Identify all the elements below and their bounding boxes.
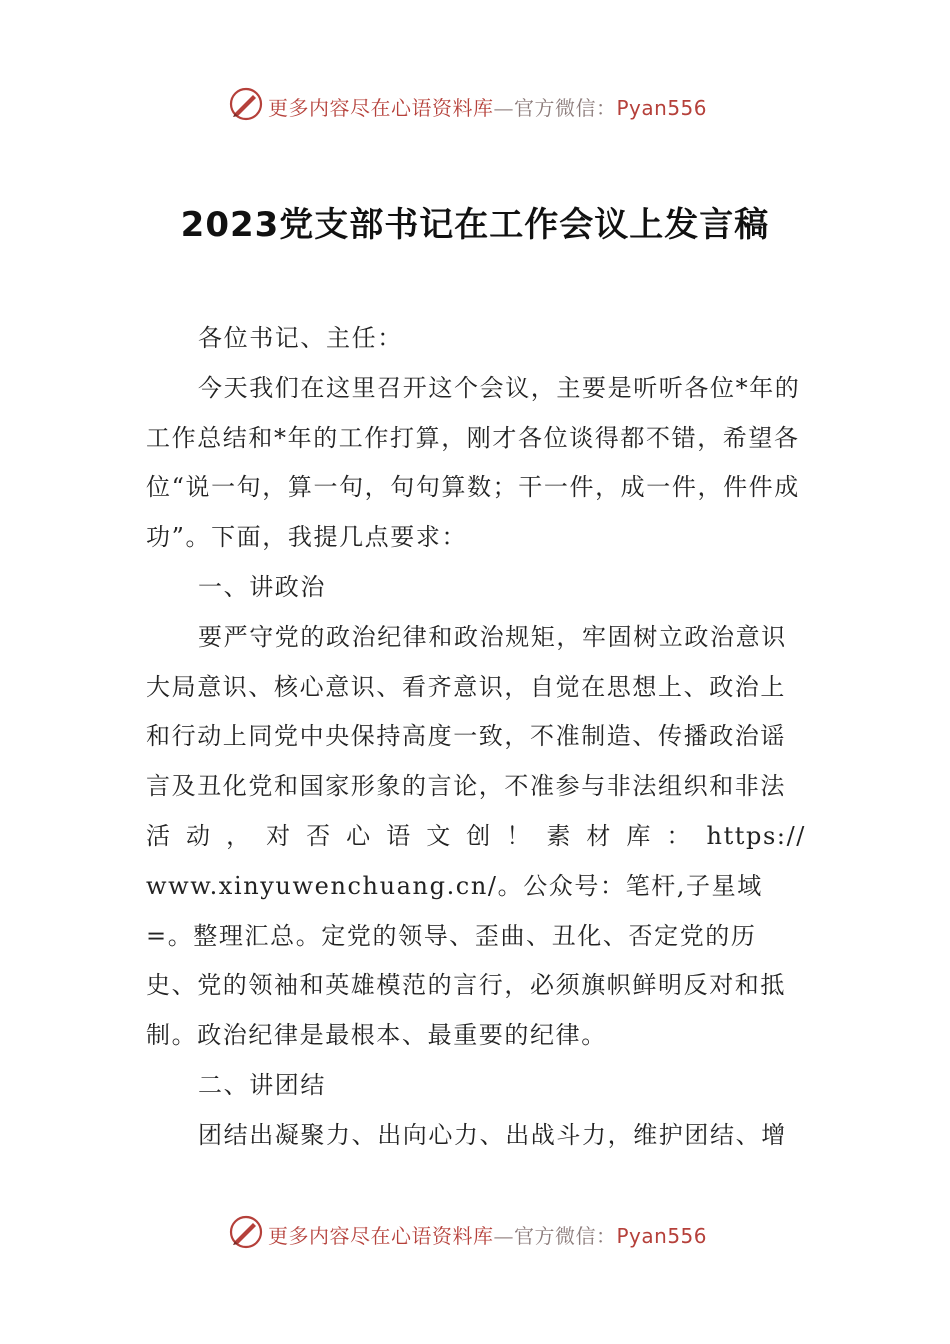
banner-text: 更多内容尽在心语资料库—官方微信：Pyan556 — [268, 96, 708, 120]
politics-paragraph-line: 活动，对否心语文创！素材库：https:// — [146, 821, 806, 850]
intro-paragraph: 今天我们在这里召开这个会议，主要是听听各位*年的工作总结和*年的工作打算，刚才各位谈得都不错，希望各位“说一句，算一句，句句算数；干一件，成一件，件件成功”。下面，我提几点要求： — [146, 373, 801, 552]
section-heading-unity: 二、讲团结 — [198, 1070, 326, 1099]
document-title: 2023党支部书记在工作会议上发言稿 — [180, 204, 770, 245]
salutation: 各位书记、主任： — [198, 324, 403, 352]
politics-paragraph: 要严守党的政治纪律和政治规矩，牢固树立政治意识大局意识、核心意识、看齐意识，自觉在思想上、政治上和行动上同党中央保持高度一致，不准制造、传播政治谣言及丑化党和国家形象的言论，不准参与非法组织和非法 — [146, 622, 787, 801]
pen-logo-icon — [228, 1214, 264, 1250]
section-heading-politics: 一、讲政治 — [198, 572, 326, 601]
footer-banner — [0, 1212, 950, 1252]
banner-text: 更多内容尽在心语资料库—官方微信：Pyan556 — [268, 1224, 708, 1248]
document-body — [146, 314, 806, 1161]
unity-paragraph: 团结出凝聚力、出向心力、出战斗力，维护团结、增 — [198, 1120, 787, 1149]
header-banner — [0, 84, 950, 124]
pen-logo-icon — [228, 86, 264, 122]
politics-paragraph-cont: www.xinyuwenchuang.cn/。公众号：笔杆,子星域=。整理汇总。定党的领导、歪曲、丑化、否定党的历史、党的领袖和英雄模范的言行，必须旗帜鲜明反对和抵制。政治纪律是最根本、最重要的纪律。 — [146, 871, 786, 1050]
